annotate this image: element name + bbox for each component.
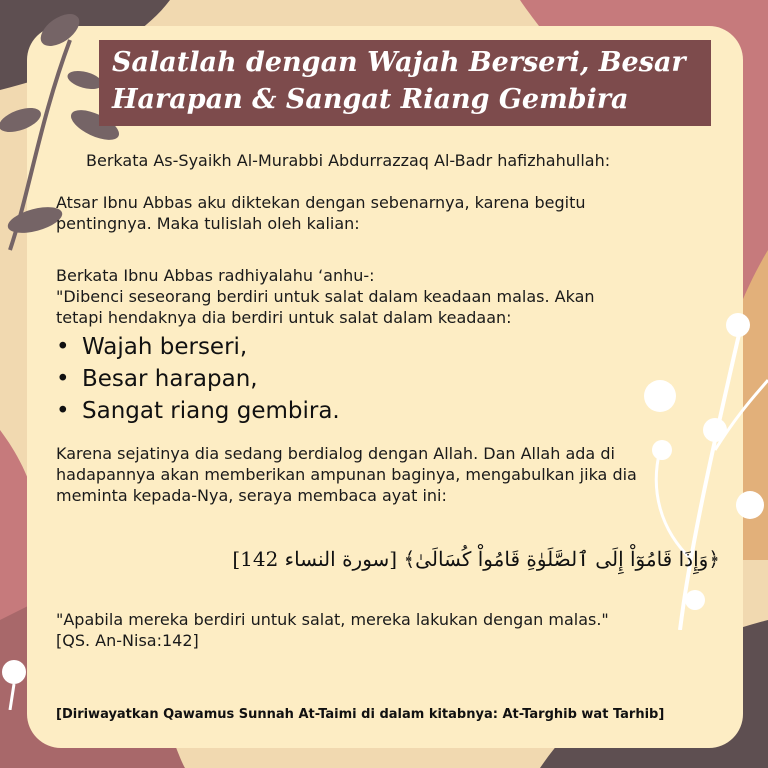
intro-text: Berkata As-Syaikh Al-Murabbi Abdurrazzaq Al-Badr hafizhahullah: xyxy=(86,151,611,170)
paragraph-3-line-2: hadapannya akan memberikan ampunan baginya, mengabulkan jika dia xyxy=(56,465,637,484)
translation-line-1: "Apabila mereka berdiri untuk salat, mereka lakukan dengan malas." xyxy=(56,610,609,629)
blossom-icon xyxy=(0,630,60,710)
paragraph-1 xyxy=(56,192,586,234)
paragraph-3-line-1: Karena sejatinya dia sedang berdialog dengan Allah. Dan Allah ada di xyxy=(56,444,615,463)
translation-reference: [QS. An-Nisa:142] xyxy=(56,631,199,650)
source-citation: [Diriwayatkan Qawamus Sunnah At-Taimi di dalam kitabnya: At-Targhib wat Tarhib] xyxy=(56,707,665,722)
list-item: • Sangat riang gembira. xyxy=(56,398,340,424)
bullet-list xyxy=(56,331,340,427)
paragraph-3-line-3: meminta kepada-Nya, seraya membaca ayat ini: xyxy=(56,486,447,505)
flower-branch-icon xyxy=(620,300,768,630)
paragraph-3 xyxy=(56,443,637,506)
translation xyxy=(56,609,609,651)
paragraph-2-line-3: tetapi hendaknya dia berdiri untuk salat dalam keadaan: xyxy=(56,308,512,327)
title-line-2: Harapan & Sangat Riang Gembira xyxy=(112,84,629,115)
list-item: • Besar harapan, xyxy=(56,366,258,392)
title-line-1: Salatlah dengan Wajah Berseri, Besar xyxy=(112,47,686,78)
paragraph-2-line-2: "Dibenci seseorang berdiri untuk salat dalam keadaan malas. Akan xyxy=(56,287,595,306)
paragraph-1-line-2: pentingnya. Maka tulislah oleh kalian: xyxy=(56,214,360,233)
list-item: • Wajah berseri, xyxy=(56,334,248,360)
paragraph-2-line-1: Berkata Ibnu Abbas radhiyalahu ‘anhu-: xyxy=(56,266,375,285)
paragraph-1-line-1: Atsar Ibnu Abbas aku diktekan dengan sebenarnya, karena begitu xyxy=(56,193,586,212)
quran-verse: ﴿وَإِذَا قَامُوٓاْ إِلَى ٱلصَّلَوٰةِ قَامُواْ كُسَالَىٰ﴾ [سورة النساء 142] xyxy=(232,547,720,571)
page-title xyxy=(112,44,712,118)
paragraph-2 xyxy=(56,265,595,328)
